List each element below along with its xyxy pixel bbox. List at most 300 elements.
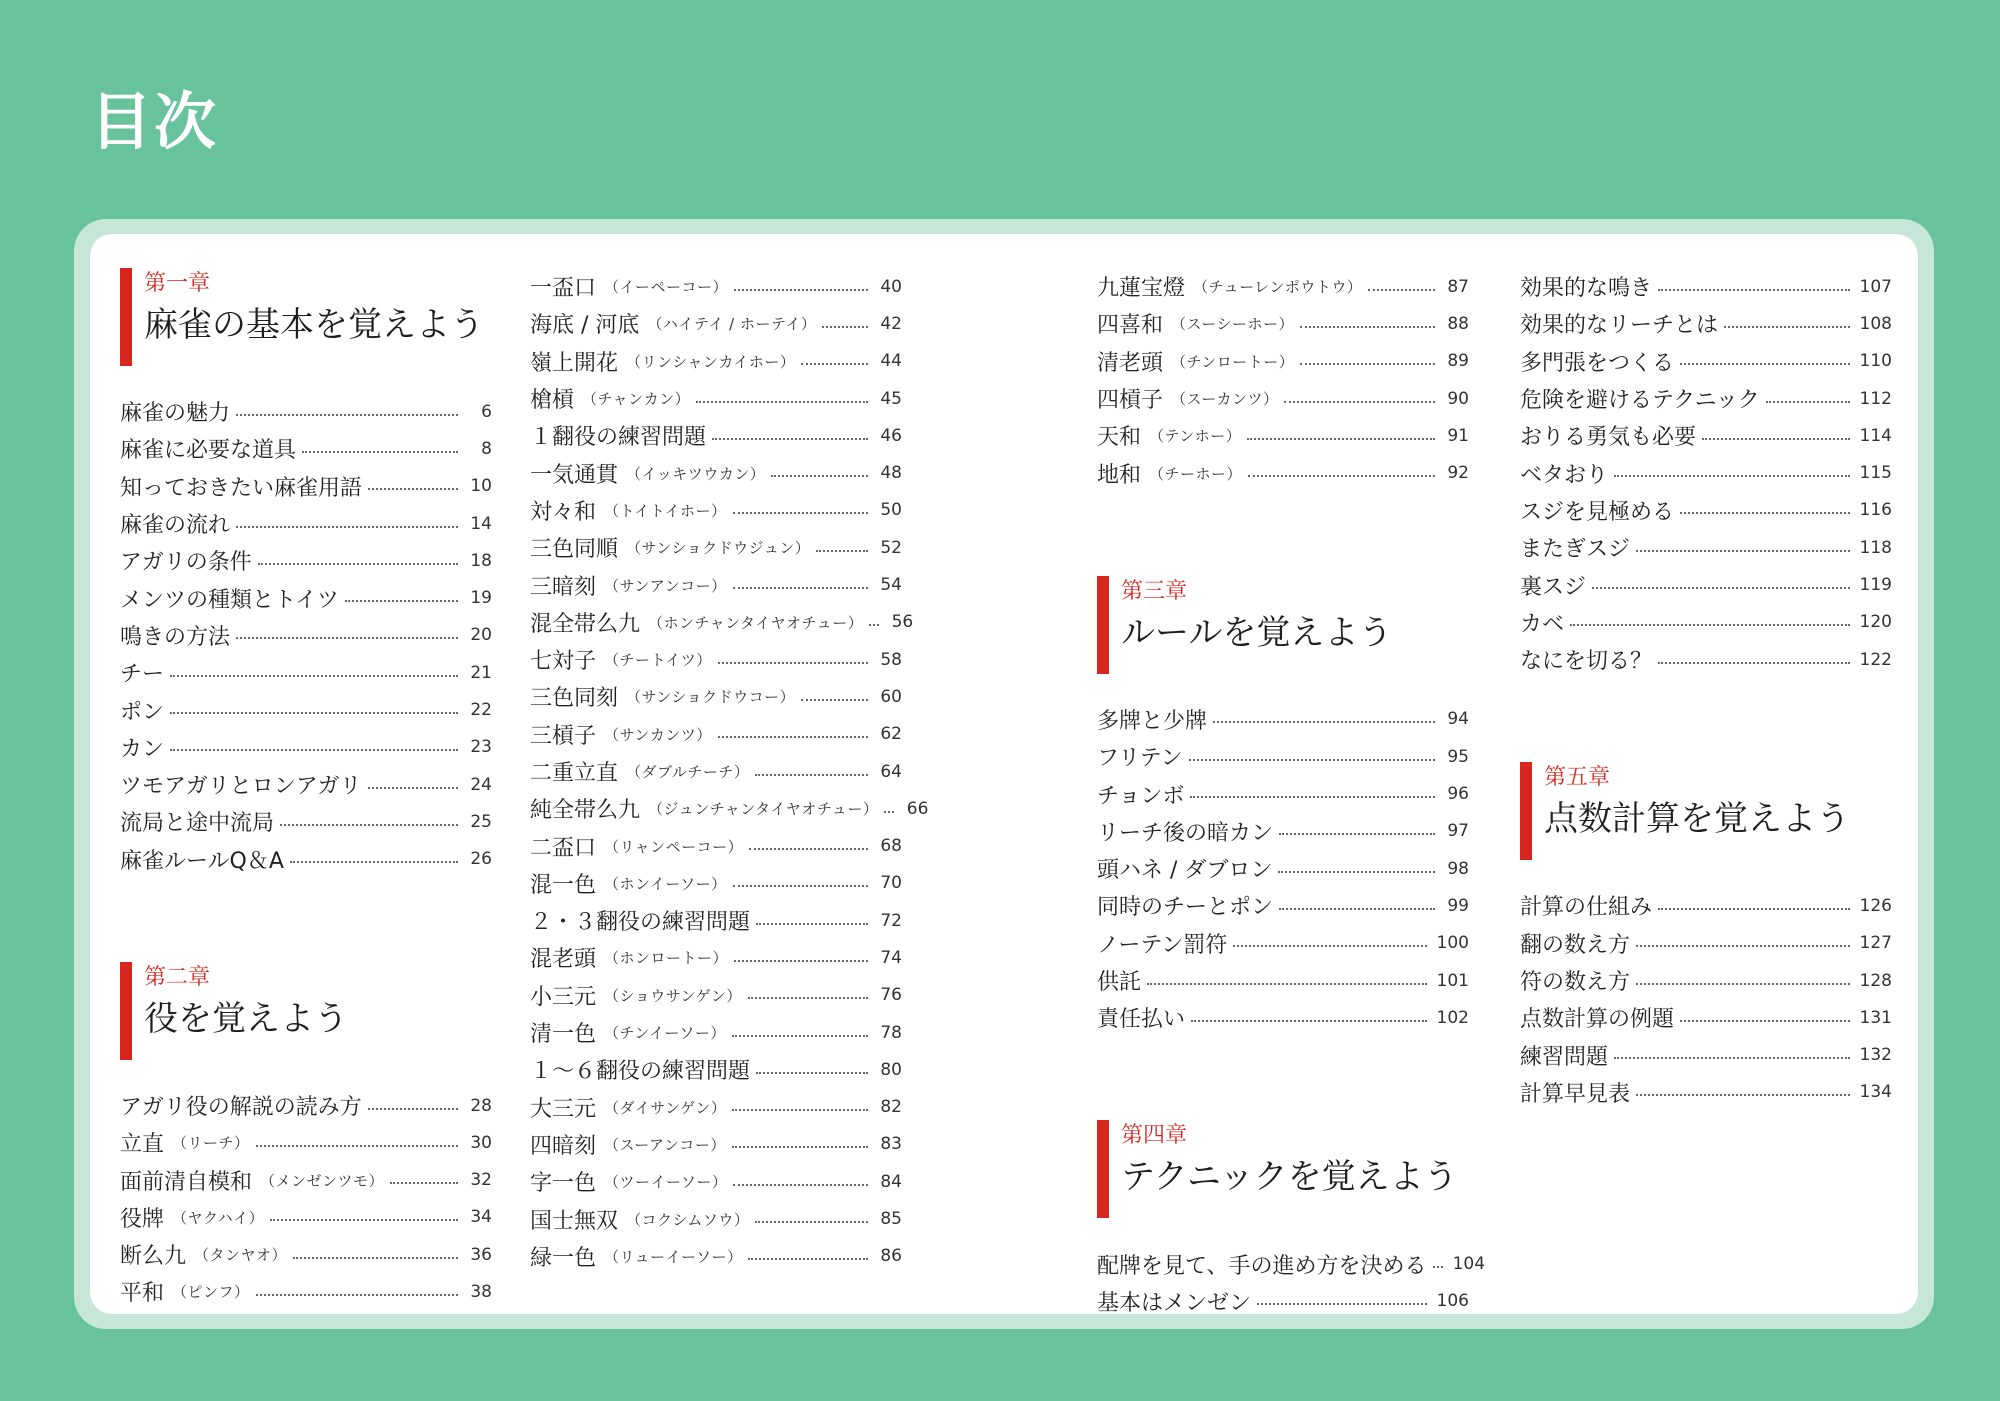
dot-leader <box>1724 326 1850 328</box>
dot-leader <box>1300 363 1435 365</box>
dot-leader <box>170 675 458 677</box>
dot-leader <box>733 885 868 887</box>
page-number: 82 <box>880 1097 902 1118</box>
chapter-2-entries-continued-2 <box>1097 268 1469 492</box>
dot-leader <box>390 1182 458 1184</box>
toc-entry[interactable] <box>120 803 492 840</box>
dot-leader <box>1213 721 1435 723</box>
chapter-1-heading <box>120 268 492 367</box>
toc-entry[interactable] <box>1097 999 1469 1036</box>
toc-entry[interactable] <box>1097 1283 1469 1320</box>
dot-leader <box>1702 438 1850 440</box>
entry-title: ベタおり <box>1520 462 1609 488</box>
entry-reading: （ショウサンゲン） <box>604 986 742 1005</box>
chapter-3-heading <box>1097 576 1469 675</box>
page-number: 38 <box>470 1281 492 1302</box>
toc-entry[interactable] <box>120 841 492 878</box>
dot-leader <box>368 488 458 490</box>
entry-title: 緑一色 <box>530 1245 597 1271</box>
toc-entry[interactable] <box>1520 268 1892 305</box>
entry-reading: （イーペーコー） <box>604 278 729 297</box>
toc-entry[interactable] <box>1097 738 1469 775</box>
chapter-2-heading <box>120 962 492 1061</box>
entry-reading: （メンゼンツモ） <box>260 1171 385 1190</box>
chapter-marker-bar <box>120 268 132 366</box>
toc-entry[interactable] <box>1520 492 1892 529</box>
page-number: 19 <box>470 588 492 609</box>
dot-leader <box>1570 624 1850 626</box>
dot-leader <box>280 824 458 826</box>
entry-title: 三暗刻 <box>530 574 597 600</box>
entry-title: 練習問題 <box>1520 1044 1609 1070</box>
page-number: 22 <box>470 700 492 721</box>
chapter-2-entries <box>120 1087 492 1311</box>
dot-leader <box>1279 833 1435 835</box>
page-number: 62 <box>880 724 902 745</box>
page-number: 88 <box>1447 313 1469 334</box>
dot-leader <box>1300 326 1435 328</box>
dot-leader <box>1680 1020 1850 1022</box>
dot-leader <box>1279 908 1435 910</box>
toc-entry[interactable] <box>1520 887 1892 924</box>
entry-title: 効果的なリーチとは <box>1520 313 1719 339</box>
page-number: 32 <box>470 1170 492 1191</box>
page-number: 128 <box>1859 970 1892 991</box>
chapter-title: テクニックを覚えよう <box>1121 1157 1458 1198</box>
dot-leader <box>1636 1094 1850 1096</box>
dot-leader <box>734 960 868 962</box>
page-number: 85 <box>880 1209 902 1230</box>
toc-entry[interactable] <box>530 1238 902 1275</box>
toc-entry[interactable] <box>120 1273 492 1310</box>
dot-leader <box>884 811 894 813</box>
toc-entry[interactable] <box>1520 566 1892 603</box>
toc-column-1 <box>120 268 492 1311</box>
entry-title: 清一色 <box>530 1022 597 1048</box>
page-number: 134 <box>1859 1082 1892 1103</box>
chapter-3-entries <box>1097 701 1469 1037</box>
page-number: 102 <box>1436 1007 1469 1028</box>
entry-title: 混一色 <box>530 872 597 898</box>
toc-entry[interactable] <box>530 1014 902 1051</box>
chapter-4-entries <box>1097 1245 1486 1320</box>
toc-entry[interactable] <box>1097 343 1469 380</box>
entry-reading: （リューイーソー） <box>604 1247 743 1266</box>
entry-title: 多門張をつくる <box>1520 350 1675 376</box>
page-number: 114 <box>1859 425 1892 446</box>
toc-entry[interactable] <box>120 393 492 430</box>
page-number: 107 <box>1859 276 1892 297</box>
toc-entry[interactable] <box>530 790 929 827</box>
dot-leader <box>1680 363 1850 365</box>
dot-leader <box>236 526 458 528</box>
dot-leader <box>1257 1303 1427 1305</box>
dot-leader <box>732 1109 868 1111</box>
dot-leader <box>801 363 868 365</box>
page-number: 118 <box>1859 537 1892 558</box>
entry-title: 二盃口 <box>530 835 597 861</box>
dot-leader <box>256 1294 458 1296</box>
page-number: 64 <box>880 761 902 782</box>
toc-entry[interactable] <box>1097 454 1469 491</box>
entry-reading: （ダブルチーチ） <box>626 763 750 781</box>
entry-title: １翻役の練習問題 <box>530 425 707 451</box>
page-number: 60 <box>880 686 902 707</box>
page-number: 68 <box>880 836 902 857</box>
toc-entry[interactable] <box>530 678 902 715</box>
chapter-marker-bar <box>120 962 132 1060</box>
toc-entry[interactable] <box>1097 380 1469 417</box>
page-number: 48 <box>880 463 902 484</box>
toc-entry[interactable] <box>530 417 902 454</box>
entry-title: 槍槓 <box>530 388 575 414</box>
entry-reading: （ホンチャンタイヤオチュー） <box>648 613 864 632</box>
page-number: 78 <box>880 1022 902 1043</box>
toc-entry[interactable] <box>1097 925 1469 962</box>
toc-entry[interactable] <box>530 641 902 678</box>
page-number: 56 <box>891 612 914 633</box>
chapter-number: 第五章 <box>1544 765 1611 791</box>
toc-entry[interactable] <box>120 729 492 766</box>
page-number: 132 <box>1859 1045 1892 1066</box>
toc-entry[interactable] <box>530 902 902 939</box>
entry-title: 天和 <box>1097 425 1142 451</box>
dot-leader <box>1766 401 1850 403</box>
entry-reading: （チンロートー） <box>1171 352 1295 371</box>
dot-leader <box>748 997 868 999</box>
page-number: 30 <box>470 1132 492 1153</box>
entry-title: 断么九 <box>120 1244 187 1270</box>
page-number: 45 <box>880 388 902 409</box>
toc-entry[interactable] <box>530 268 902 305</box>
toc-entry[interactable] <box>120 542 492 579</box>
page-number: 92 <box>1447 463 1469 484</box>
toc-entry[interactable] <box>1520 454 1892 491</box>
toc-column-3 <box>1097 268 1486 1320</box>
page-number: 126 <box>1859 895 1892 916</box>
toc-entry[interactable] <box>530 492 902 529</box>
toc-entry[interactable] <box>120 1199 492 1236</box>
entry-reading: （サンアンコー） <box>604 576 727 595</box>
dot-leader <box>270 1219 458 1221</box>
entry-title: 流局と途中流局 <box>120 811 275 837</box>
entry-reading: （ダイサンゲン） <box>604 1098 727 1117</box>
page-number: 21 <box>470 662 492 683</box>
toc-entry[interactable] <box>1097 417 1469 454</box>
toc-entry[interactable] <box>1520 1036 1892 1073</box>
toc-entry[interactable] <box>530 305 902 342</box>
page-title: 目次 <box>90 85 219 158</box>
dot-leader <box>1247 438 1435 440</box>
page-number: 72 <box>880 910 902 931</box>
page-number: 106 <box>1436 1291 1469 1312</box>
chapter-marker-bar <box>1097 576 1109 674</box>
entry-title: ノーテン罰符 <box>1097 932 1228 958</box>
page-number: 14 <box>470 513 492 534</box>
toc-entry[interactable] <box>530 1051 902 1088</box>
entry-title: 効果的な鳴き <box>1520 276 1653 302</box>
dot-leader <box>236 637 458 639</box>
toc-entry[interactable] <box>1520 604 1892 641</box>
dot-leader <box>1433 1266 1443 1268</box>
toc-entry[interactable] <box>530 827 902 864</box>
chapter-number: 第二章 <box>144 964 211 990</box>
dot-leader <box>732 1035 868 1037</box>
entry-reading: （タンヤオ） <box>194 1246 288 1265</box>
toc-entry[interactable] <box>530 529 902 566</box>
entry-title: カベ <box>1520 611 1565 637</box>
toc-entry[interactable] <box>1097 813 1469 850</box>
dot-leader <box>696 401 868 403</box>
chapter-number: 第一章 <box>144 271 211 296</box>
entry-title: 立直 <box>120 1132 165 1158</box>
toc-entry[interactable] <box>120 1236 492 1273</box>
entry-reading: （スーアンコー） <box>604 1135 726 1154</box>
toc-entry[interactable] <box>1520 999 1892 1036</box>
toc-entry[interactable] <box>120 579 492 616</box>
toc-entry[interactable] <box>530 604 914 641</box>
toc-entry[interactable] <box>530 865 902 902</box>
toc-entry[interactable] <box>1520 305 1892 342</box>
toc-entry[interactable] <box>120 1087 492 1124</box>
entry-reading: （リーチ） <box>172 1134 250 1153</box>
toc-entry[interactable] <box>1520 380 1892 417</box>
dot-leader <box>1368 289 1435 291</box>
entry-title: 七対子 <box>530 649 597 675</box>
entry-title: 清老頭 <box>1097 350 1164 376</box>
entry-title: メンツの種類とトイツ <box>120 587 339 613</box>
chapter-number: 第四章 <box>1121 1123 1188 1149</box>
entry-title: スジを見極める <box>1520 499 1675 525</box>
chapter-title: 点数計算を覚えよう <box>1544 799 1850 840</box>
dot-leader <box>258 563 458 565</box>
entry-reading: （サンショクドウコー） <box>626 688 796 707</box>
entry-reading: （ヤクハイ） <box>172 1208 265 1227</box>
toc-entry[interactable] <box>120 654 492 691</box>
toc-entry[interactable] <box>120 691 492 728</box>
entry-title: チョンボ <box>1097 783 1185 809</box>
entry-reading: （リンシャンカイホー） <box>626 352 796 371</box>
page-number: 58 <box>880 649 902 670</box>
toc-entry[interactable] <box>1097 701 1469 738</box>
toc-entry[interactable] <box>530 1126 902 1163</box>
toc-entry[interactable] <box>530 753 902 790</box>
page-number: 99 <box>1447 895 1469 916</box>
dot-leader <box>293 1257 458 1259</box>
toc-entry[interactable] <box>120 430 492 467</box>
dot-leader <box>302 451 458 453</box>
entry-reading: （ホンイーソー） <box>604 874 727 893</box>
toc-entry[interactable] <box>530 716 902 753</box>
dot-leader <box>718 736 868 738</box>
toc-entry[interactable] <box>530 380 902 417</box>
page-number: 108 <box>1859 313 1892 334</box>
entry-title: 知っておきたい麻雀用語 <box>120 475 363 501</box>
entry-title: 地和 <box>1097 462 1142 488</box>
dot-leader <box>1191 1020 1427 1022</box>
page-number: 20 <box>470 625 492 646</box>
toc-entry[interactable] <box>530 1163 902 1200</box>
toc-entry[interactable] <box>1520 529 1892 566</box>
page-number: 90 <box>1447 388 1469 409</box>
dot-leader <box>1147 983 1427 985</box>
page-number: 131 <box>1859 1007 1892 1028</box>
dot-leader <box>1189 759 1435 761</box>
entry-title: 小三元 <box>530 984 597 1010</box>
toc-entry[interactable] <box>1097 850 1469 887</box>
entry-reading: （チューレンポウトウ） <box>1193 278 1363 297</box>
entry-reading: （スーカンツ） <box>1171 390 1279 409</box>
toc-entry[interactable] <box>1097 775 1469 812</box>
chapter-marker-bar <box>1520 762 1532 860</box>
entry-reading: （トイトイホー） <box>604 501 727 520</box>
entry-reading: （スーシーホー） <box>1171 315 1294 334</box>
page-number: 76 <box>880 985 902 1006</box>
page-number: 54 <box>880 575 902 596</box>
entry-title: 平和 <box>120 1281 165 1307</box>
entry-reading: （チャンカン） <box>582 390 691 409</box>
entry-reading: （ジュンチャンタイヤオチュー） <box>648 800 879 819</box>
page-number: 25 <box>470 811 492 832</box>
chapter-title: 麻雀の基本を覚えよう <box>144 305 484 345</box>
toc-entry[interactable] <box>530 1089 902 1126</box>
page-number: 116 <box>1859 500 1892 521</box>
toc-entry[interactable] <box>120 766 492 803</box>
entry-title: アガリ役の解説の読み方 <box>120 1095 362 1120</box>
dot-leader <box>368 1108 458 1110</box>
entry-title: 翻の数え方 <box>1520 932 1631 958</box>
entry-title: 点数計算の例題 <box>1520 1007 1675 1033</box>
toc-entry[interactable] <box>530 343 902 380</box>
entry-title: 責任払い <box>1097 1007 1186 1033</box>
page-number: 24 <box>470 774 492 795</box>
entry-title: 国士無双 <box>530 1208 619 1234</box>
dot-leader <box>755 1221 868 1223</box>
page-number: 127 <box>1859 933 1892 954</box>
dot-leader <box>816 550 868 552</box>
entry-title: 三槓子 <box>530 723 597 749</box>
toc-entry[interactable] <box>530 977 902 1014</box>
toc-entry[interactable] <box>1097 305 1469 342</box>
toc-entry[interactable] <box>1520 343 1892 380</box>
dot-leader <box>733 512 868 514</box>
toc-entry[interactable] <box>120 505 492 542</box>
page-number: 83 <box>880 1134 902 1155</box>
toc-entry[interactable] <box>530 566 902 603</box>
dot-leader <box>1614 475 1850 477</box>
entry-title: 混全帯么九 <box>530 611 641 637</box>
page-number: 28 <box>470 1095 492 1116</box>
entry-title: リーチ後の暗カン <box>1097 820 1274 846</box>
toc-entry[interactable] <box>1097 1245 1486 1282</box>
page-number: 94 <box>1447 709 1469 730</box>
chapter-title: 役を覚えよう <box>144 998 348 1039</box>
entry-title: 役牌 <box>120 1206 165 1232</box>
entry-title: 対々和 <box>530 499 597 525</box>
dot-leader <box>1636 983 1850 985</box>
dot-leader <box>1190 796 1435 798</box>
entry-title: 頭ハネ / ダブロン <box>1097 858 1273 884</box>
page-number: 110 <box>1859 351 1892 372</box>
entry-title: 海底 / 河底 <box>530 313 640 339</box>
toc-entry[interactable] <box>120 1124 492 1161</box>
toc-entry[interactable] <box>1520 641 1892 678</box>
entry-title: 鳴きの方法 <box>120 624 231 650</box>
dot-leader <box>733 587 868 589</box>
toc-entry[interactable] <box>1520 925 1892 962</box>
dot-leader <box>1680 512 1850 514</box>
entry-reading: （ハイテイ / ホーテイ） <box>647 315 817 334</box>
toc-entry[interactable] <box>1097 962 1469 999</box>
entry-title: 嶺上開花 <box>530 350 619 376</box>
dot-leader <box>1278 871 1435 873</box>
page-number: 6 <box>481 401 492 422</box>
entry-title: 計算の仕組み <box>1520 895 1653 921</box>
page-number: 52 <box>880 537 902 558</box>
dot-leader <box>822 326 868 328</box>
page-number: 120 <box>1859 612 1892 633</box>
toc-entry[interactable] <box>120 617 492 654</box>
toc-entry[interactable] <box>1097 887 1469 924</box>
entry-title: １～６翻役の練習問題 <box>530 1059 751 1085</box>
page-number: 18 <box>470 550 492 571</box>
dot-leader <box>1233 945 1426 947</box>
dot-leader <box>1284 401 1435 403</box>
toc-entry[interactable] <box>120 1161 492 1198</box>
entry-title: アガリの条件 <box>120 550 252 576</box>
entry-title: 四喜和 <box>1097 313 1164 339</box>
entry-title: 同時のチーとポン <box>1097 895 1274 921</box>
dot-leader <box>345 600 458 602</box>
page-number: 23 <box>470 737 492 758</box>
dot-leader <box>771 475 868 477</box>
dot-leader <box>1658 662 1850 664</box>
toc-entry[interactable] <box>530 939 902 976</box>
entry-title: ポン <box>120 699 165 725</box>
dot-leader <box>869 624 879 626</box>
chapter-5-heading <box>1520 762 1892 861</box>
entry-reading: （リャンペーコー） <box>604 837 744 856</box>
toc-entry[interactable] <box>1097 268 1469 305</box>
entry-reading: （サンショクドウジュン） <box>626 539 811 558</box>
entry-title: チー <box>120 662 165 688</box>
page-number: 34 <box>470 1207 492 1228</box>
entry-reading: （チートイツ） <box>604 651 712 670</box>
dot-leader <box>1592 587 1850 589</box>
page-number: 91 <box>1447 425 1469 446</box>
page-number: 26 <box>470 849 492 870</box>
dot-leader <box>755 774 868 776</box>
toc-entry[interactable] <box>1520 417 1892 454</box>
page-number: 66 <box>906 798 929 819</box>
entry-title: 計算早見表 <box>1520 1081 1631 1107</box>
page-number: 98 <box>1447 858 1469 879</box>
chapter-number: 第三章 <box>1121 578 1188 604</box>
toc-entry[interactable] <box>530 454 902 491</box>
page-number: 87 <box>1447 276 1469 297</box>
chapter-5-entries <box>1520 887 1892 1111</box>
entry-reading: （コクシムソウ） <box>626 1210 750 1229</box>
entry-title: 麻雀に必要な道具 <box>120 438 297 464</box>
toc-entry[interactable] <box>120 468 492 505</box>
toc-entry[interactable] <box>530 1200 902 1237</box>
entry-title: 基本はメンゼン <box>1097 1290 1252 1316</box>
toc-entry[interactable] <box>1520 962 1892 999</box>
toc-entry[interactable] <box>1520 1074 1892 1111</box>
page-number: 50 <box>880 500 902 521</box>
entry-title: 三色同順 <box>530 537 619 563</box>
page-number: 119 <box>1859 575 1892 596</box>
